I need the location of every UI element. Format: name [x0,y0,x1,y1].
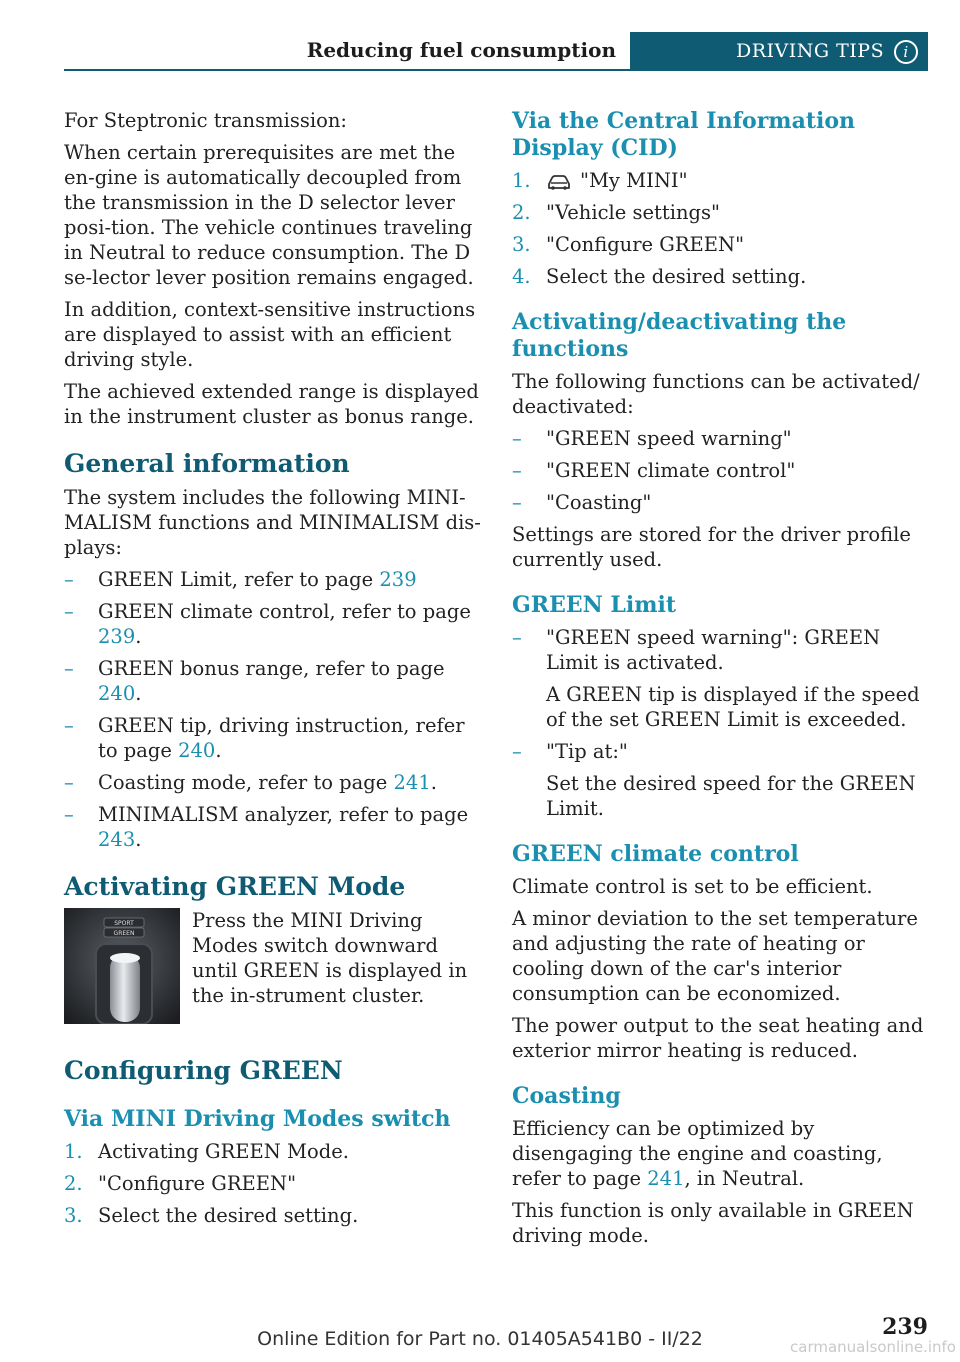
sport-label: SPORT [114,920,134,927]
list-item: 3. "Configure GREEN" [512,233,745,256]
dash-marker: – [64,568,74,591]
section-title: Reducing fuel consumption [306,38,616,62]
via-switch-steps [64,1139,482,1228]
general-information-paragraph: The system includes the following MINI-MALISM functions and MINIMALISM dis-plays: [64,486,481,559]
dash-marker: – [64,771,74,794]
car-icon [546,173,572,191]
right-column [512,108,926,1255]
step-number: 1. [512,169,531,192]
list-item: 1. Activating GREEN Mode. [64,1140,349,1163]
header-rule [64,69,928,71]
climate-paragraph-3: The power output to the seat heating and exterior mirror heating is reduced. [512,1014,924,1062]
chapter-tab [630,32,928,71]
watermark: carmanualsonline.info [790,1338,956,1356]
page-header [64,32,928,71]
page-link-239[interactable]: 239 [379,568,417,591]
activating-green-mode-block [64,908,482,1036]
list-item-detail: A GREEN tip is displayed if the speed of the set GREEN Limit is exceeded. [546,683,920,731]
green-climate-heading: GREEN climate control [512,841,799,867]
page-link-240[interactable]: 240 [178,739,216,762]
page-link-241[interactable]: 241 [393,771,431,794]
page-link-239[interactable]: 239 [98,625,136,648]
dash-marker: – [64,803,74,826]
list-item: 2. "Configure GREEN" [64,1172,297,1195]
coasting-paragraph-2: This function is only available in GREEN driving mode. [512,1199,914,1247]
functions-paragraph: The following functions can be activated/ deactivated: [512,370,920,418]
list-item: – "GREEN speed warning" [512,427,792,450]
step-number: 3. [64,1204,83,1227]
list-item: – GREEN climate control, refer to page 239. [64,600,471,648]
page-link-240[interactable]: 240 [98,682,136,705]
list-item: 2. "Vehicle settings" [512,201,720,224]
configuring-green-heading: Configuring GREEN [64,1056,343,1085]
activating-green-mode-heading: Activating GREEN Mode [64,872,406,901]
page-link-241[interactable]: 241 [647,1167,685,1190]
dash-marker: – [512,459,522,482]
dash-marker: – [64,600,74,623]
page-link-243[interactable]: 243 [98,828,136,851]
functions-paragraph-2: Settings are stored for the driver profile currently used. [512,523,911,571]
minimalism-function-list [64,567,482,852]
green-limit-list [512,625,926,821]
activating-green-mode-paragraph: Press the MINI Driving Modes switch downward until GREEN is displayed in the in-strument cluster. [192,909,468,1007]
list-item: 3. Select the desired setting. [64,1204,359,1227]
functions-heading: Activating/deactivating the functions [512,309,847,362]
step-number: 4. [512,265,531,288]
edition-line: Online Edition for Part no. 01405A541B0 - II/22 [257,1328,703,1350]
dash-marker: – [512,740,522,763]
via-cid-steps [512,168,926,289]
step-number: 3. [512,233,531,256]
via-switch-heading: Via MINI Driving Modes switch [64,1106,451,1132]
list-item: – GREEN tip, driving instruction, refer to page 240. [64,714,465,762]
dash-marker: – [512,491,522,514]
green-label: GREEN [113,930,135,937]
dash-marker: – [512,427,522,450]
list-item: 1. "My MINI" [512,169,688,192]
green-limit-heading: GREEN Limit [512,592,677,618]
climate-paragraph-2: A minor deviation to the set temperature and adjusting the rate of heating or cooling down of the car's interior consumption can be economized. [512,907,918,1005]
functions-list [512,426,926,515]
climate-paragraph-1: Climate control is set to be efficient. [512,875,873,898]
dash-marker: – [64,714,74,737]
coasting-paragraph-1: Efficiency can be optimized by disengaging the engine and coasting, refer to page 241, in Neutral. [512,1117,883,1190]
page-footer [0,1300,960,1360]
list-item: – "GREEN speed warning": GREEN Limit is activated. A GREEN tip is displayed if the speed of the set GREEN Limit is exceeded. [512,625,926,732]
list-item: – MINIMALISM analyzer, refer to page 243. [64,803,469,851]
list-item: – "GREEN climate control" [512,459,796,482]
dash-marker: – [64,657,74,680]
list-item: – "Coasting" [512,491,652,514]
intro-label: For Steptronic transmission: [64,109,347,132]
list-item: – GREEN Limit, refer to page 239 [64,568,417,591]
list-item: – GREEN bonus range, refer to page 240. [64,657,445,705]
intro-paragraph-1: When certain prerequisites are met the en-gine is automatically decoupled from the transmission in the D selector lever posi-tion. The vehicle continues traveling in Neutral to reduce consumption. The D se-lector lever position remains engaged. [64,141,474,289]
dash-marker: – [512,626,522,649]
intro-paragraph-2: In addition, context-sensitive instructions are displayed to assist with an efficient driving style. [64,298,476,371]
left-column [64,108,482,1235]
chapter-title: DRIVING TIPS [736,40,885,62]
step-number: 1. [64,1140,83,1163]
list-item: 4. Select the desired setting. [512,265,807,288]
list-item: – "Tip at:" Set the desired speed for the GREEN Limit. [512,739,926,821]
list-item-detail: Set the desired speed for the GREEN Limit. [546,772,916,820]
driving-modes-switch-image [64,908,180,1024]
via-cid-heading: Via the Central Information Display (CID) [512,108,856,161]
step-number: 2. [64,1172,83,1195]
list-item: – Coasting mode, refer to page 241. [64,771,437,794]
info-icon: i [894,40,918,64]
intro-paragraph-3: The achieved extended range is displayed in the instrument cluster as bonus range. [64,380,479,428]
page-number: 239 [882,1314,928,1340]
general-information-heading: General information [64,449,350,478]
step-number: 2. [512,201,531,224]
coasting-heading: Coasting [512,1083,621,1109]
